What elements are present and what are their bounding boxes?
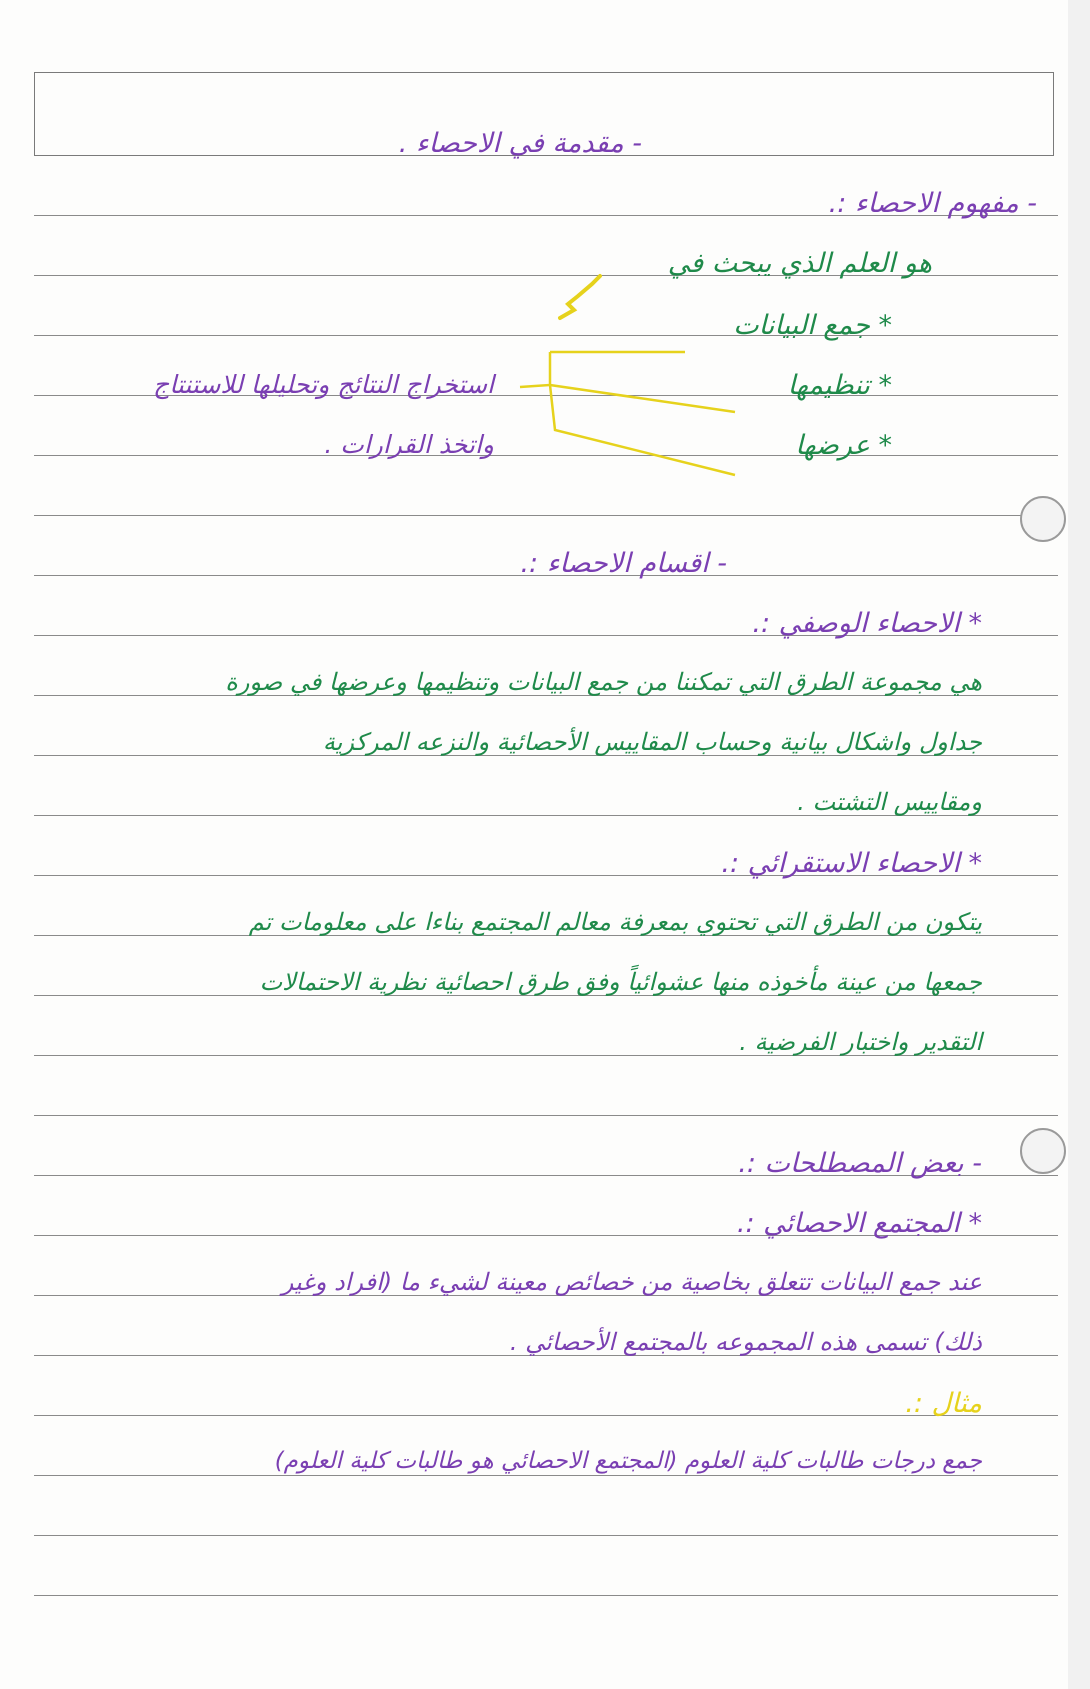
bracket-middle-arm — [550, 385, 735, 412]
highlight-scribble — [560, 276, 600, 318]
descriptive-text: هي مجموعة الطرق التي تمكننا من جمع البيانات وتنظيمها وعرضها في صورة — [225, 668, 982, 696]
definition-item: * تنظيمها — [787, 370, 892, 401]
example-text: جمع درجات طالبات كلية العلوم (المجتمع الاحصائي هو طالبات كلية العلوم) — [274, 1448, 982, 1474]
definition-item: * عرضها — [795, 430, 892, 461]
inferential-heading: * الاحصاء الاستقرائي :. — [721, 848, 982, 879]
population-text: ذلك) تسمى هذه المجموعه بالمجتمع الأحصائي . — [509, 1328, 982, 1356]
inferential-text: يتكون من الطرق التي تحتوي بمعرفة معالم المجتمع بناءا على معلومات تم — [248, 908, 982, 936]
definition-heading: - مفهوم الاحصاء :. — [828, 188, 1037, 219]
population-text: عند جمع البيانات تتعلق بخاصية من خصائص معينة لشيء ما (افراد وغير — [281, 1268, 982, 1296]
descriptive-text: جداول واشكال بيانية وحساب المقاييس الأحصائية والنزعه المركزية — [322, 728, 982, 756]
descriptive-text: ومقاييس التشتت . — [797, 788, 982, 816]
divisions-heading: - اقسام الاحصاء :. — [520, 548, 727, 579]
descriptive-heading: * الاحصاء الوصفي :. — [752, 608, 982, 639]
definition-outcome: استخراج النتائج وتحليلها للاستنتاج — [153, 370, 494, 399]
population-heading: * المجتمع الاحصائي :. — [736, 1208, 982, 1239]
definition-item: * جمع البيانات — [733, 310, 892, 341]
definition-outcome: واتخذ القرارات . — [324, 430, 494, 459]
example-label: مثال :. — [905, 1388, 982, 1419]
inferential-text: التقدير واختبار الفرضية . — [739, 1028, 982, 1056]
inferential-text: جمعها من عينة مأخوذه منها عشوائياً وفق طرق احصائية نظرية الاحتمالات — [259, 968, 982, 996]
bracket-stem — [520, 352, 550, 387]
definition-intro: هو العلم الذي يبحث في — [667, 248, 932, 279]
page-title: - مقدمة في الاحصاء . — [398, 128, 642, 159]
terms-heading: - بعض المصطلحات :. — [738, 1148, 982, 1179]
